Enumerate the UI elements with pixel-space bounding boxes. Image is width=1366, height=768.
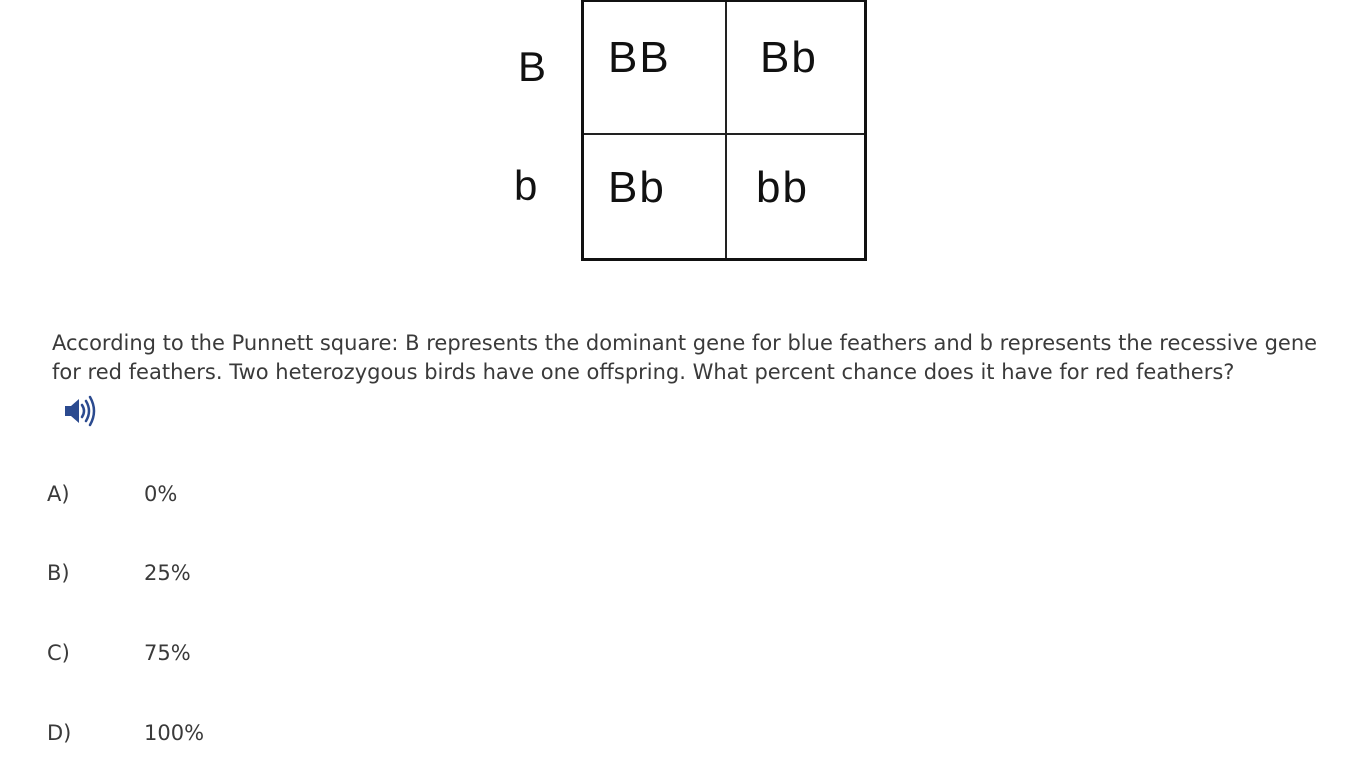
answer-value: 25% bbox=[144, 561, 191, 585]
answer-option-a[interactable] bbox=[47, 482, 447, 512]
row-label-recessive: b bbox=[514, 162, 538, 209]
question-text: According to the Punnett square: B represents the dominant gene for blue feathers and b represents the recessive gene for red feathers. Two heterozygous birds have one offspring. What percent chance does it have for red feathers? bbox=[52, 331, 1318, 384]
answer-value: 0% bbox=[144, 482, 178, 506]
grid-divider-horizontal bbox=[584, 133, 864, 135]
read-aloud-button[interactable] bbox=[62, 394, 98, 428]
speaker-icon bbox=[62, 394, 98, 428]
punnett-cell: bb bbox=[756, 163, 809, 212]
answer-value: 100% bbox=[144, 721, 205, 745]
row-label-dominant: B bbox=[518, 43, 547, 90]
punnett-grid bbox=[581, 0, 867, 261]
punnett-cell: BB bbox=[608, 33, 671, 82]
answer-letter: B) bbox=[47, 561, 70, 585]
answer-option-b[interactable] bbox=[47, 561, 447, 591]
answer-letter: A) bbox=[47, 482, 70, 506]
answer-letter: C) bbox=[47, 641, 70, 665]
answer-option-c[interactable] bbox=[47, 641, 447, 671]
punnett-cell: Bb bbox=[608, 163, 666, 212]
punnett-square bbox=[500, 0, 880, 265]
answer-value: 75% bbox=[144, 641, 191, 665]
grid-divider-vertical bbox=[725, 2, 727, 258]
answer-option-d[interactable] bbox=[47, 721, 447, 751]
punnett-cell: Bb bbox=[760, 33, 818, 82]
answer-letter: D) bbox=[47, 721, 72, 745]
